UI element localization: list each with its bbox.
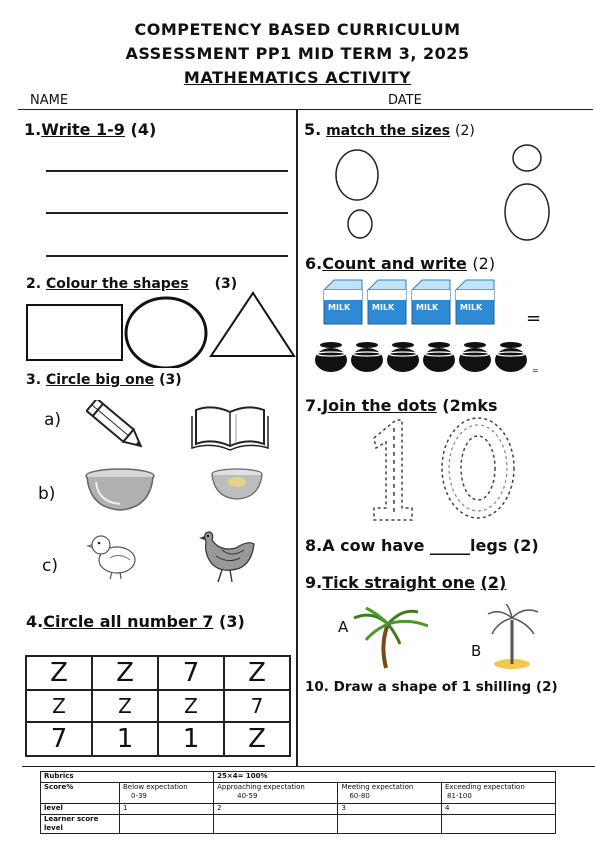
q1-answer-line-1[interactable]	[46, 170, 288, 172]
name-date-line	[18, 109, 593, 110]
q6-heading: 6.Count and write (2)	[305, 254, 496, 273]
level-label: level	[41, 804, 120, 815]
level-value: 3	[338, 804, 442, 815]
milk-carton-icons	[322, 278, 512, 326]
dotted-zero[interactable]	[442, 418, 514, 518]
grid-cell[interactable]: Z	[224, 722, 290, 756]
grid-cell[interactable]: 7	[158, 656, 224, 690]
q6-equals-2: =	[532, 366, 539, 375]
q1-answer-line-2[interactable]	[46, 212, 288, 214]
book-icon[interactable]	[190, 400, 270, 452]
learner-score-cell[interactable]	[442, 815, 556, 834]
pencil-icon[interactable]	[86, 400, 148, 452]
q9-label-b: B	[471, 642, 482, 660]
header-line2: ASSESSMENT PP1 MID TERM 3, 2025	[125, 44, 470, 63]
rubric-col-below: Below expectation 0-39	[120, 783, 214, 804]
learner-score-cell[interactable]	[120, 815, 214, 834]
grid-cell[interactable]: 1	[158, 722, 224, 756]
grid-cell[interactable]: Z	[158, 690, 224, 722]
chick-icon[interactable]	[84, 530, 142, 580]
header-title: MATHEMATICS ACTIVITY	[183, 68, 412, 87]
grid-cell[interactable]: Z	[26, 690, 92, 722]
q1-answer-line-3[interactable]	[46, 255, 288, 257]
grid-cell[interactable]: Z	[26, 656, 92, 690]
q5-heading: 5. match the sizes (2)	[304, 120, 475, 139]
pot-icons	[314, 340, 534, 374]
milk-label: MILK	[372, 303, 395, 312]
q6-equals-1: =	[526, 308, 542, 329]
big-bowl-icon[interactable]	[84, 468, 156, 514]
q9-label-a: A	[338, 618, 349, 636]
milk-cartons	[322, 278, 512, 324]
grid-cell[interactable]: 7	[224, 690, 290, 722]
number-grid	[25, 655, 291, 757]
level-value: 1	[120, 804, 214, 815]
learner-score-cell[interactable]	[214, 815, 338, 834]
grid-cell[interactable]: Z	[224, 656, 290, 690]
q9-heading: 9.Tick straight one (2)	[305, 573, 507, 592]
egg-small-left[interactable]	[348, 210, 372, 238]
rubric-col-approaching: Approaching expectation 40-59	[214, 783, 338, 804]
column-divider	[296, 110, 298, 766]
rubrics-table	[40, 771, 556, 834]
q3-label-a: a)	[44, 410, 62, 430]
grid-cell[interactable]: 7	[26, 722, 92, 756]
bottom-rule	[22, 766, 595, 767]
milk-label: MILK	[328, 303, 351, 312]
q4-heading: 4.Circle all number 7 (3)	[26, 612, 245, 631]
triangle-shape[interactable]	[211, 293, 294, 356]
q8-question: 8.A cow have _____legs (2)	[305, 536, 539, 555]
level-value: 4	[442, 804, 556, 815]
q3-label-c: c)	[42, 556, 58, 576]
q10-question: 10. Draw a shape of 1 shilling (2)	[305, 679, 558, 695]
small-bowl-icon[interactable]	[210, 468, 264, 502]
circle-shape[interactable]	[126, 298, 206, 368]
milk-label: MILK	[416, 303, 439, 312]
q7-heading: 7.Join the dots (2mks	[305, 396, 498, 415]
level-value: 2	[214, 804, 338, 815]
hen-icon[interactable]	[192, 528, 258, 584]
grid-cell[interactable]: Z	[92, 690, 158, 722]
rubrics-formula: 25×4= 100%	[214, 772, 556, 783]
milk-label: MILK	[460, 303, 483, 312]
q1-heading: 1.Write 1-9 (4)	[24, 120, 157, 139]
date-label: DATE	[388, 93, 422, 108]
egg-large-right[interactable]	[505, 184, 549, 240]
q3-heading: 3. Circle big one (3)	[26, 372, 182, 388]
q2-shapes	[24, 290, 296, 368]
rubrics-title: Rubrics	[41, 772, 214, 783]
dotted-numbers[interactable]	[362, 416, 532, 524]
crooked-palm-icon[interactable]	[352, 604, 432, 670]
straight-palm-icon[interactable]	[486, 604, 542, 670]
q5-eggs	[330, 140, 560, 246]
rubric-col-exceeding: Exceeding expectation 81-100	[442, 783, 556, 804]
score-label: Score%	[41, 783, 120, 804]
q2-heading: 2. Colour the shapes (3)	[26, 276, 238, 292]
rubric-col-meeting: Meeting expectation 60-80	[338, 783, 442, 804]
header-line1: COMPETENCY BASED CURRICULUM	[134, 20, 461, 39]
name-label: NAME	[30, 93, 69, 108]
egg-medium-left[interactable]	[336, 150, 378, 200]
learner-score-label: Learner score level	[41, 815, 120, 834]
egg-small-right[interactable]	[513, 145, 541, 171]
grid-cell[interactable]: 1	[92, 722, 158, 756]
dotted-one[interactable]	[374, 420, 412, 520]
learner-score-cell[interactable]	[338, 815, 442, 834]
q3-label-b: b)	[38, 484, 56, 504]
rectangle-shape[interactable]	[27, 305, 122, 360]
grid-cell[interactable]: Z	[92, 656, 158, 690]
